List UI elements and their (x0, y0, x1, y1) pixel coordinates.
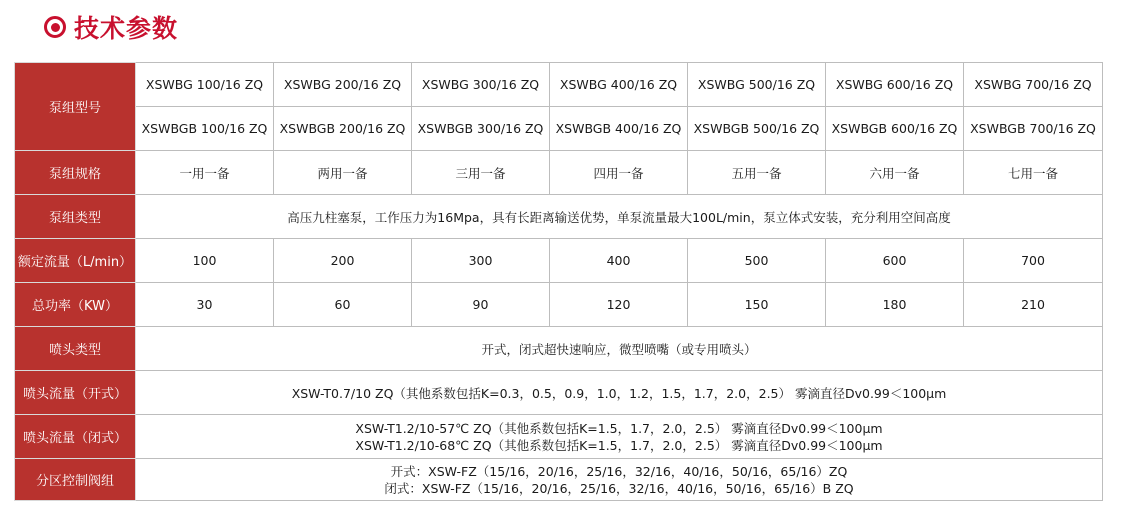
table-row-nozzle-flow-open (15, 371, 1103, 415)
target-ring-dot (51, 23, 60, 32)
model-cell: XSWBG 600/16 ZQ (826, 63, 964, 107)
page-title: 技术参数 (74, 14, 179, 43)
model-cell: XSWBGB 400/16 ZQ (550, 107, 688, 151)
table-row-rated-flow (15, 239, 1103, 283)
row-label-pump-type: 泵组类型 (15, 195, 136, 239)
model-cell: XSWBG 400/16 ZQ (550, 63, 688, 107)
nozzle-flow-open-value: XSW-T0.7/10 ZQ（其他系数包括K=0.3，0.5，0.9，1.0，1.2，1.5，1.7，2.0，2.5） 雾滴直径Dv0.99＜100μm (136, 371, 1103, 415)
total-power-cell: 90 (412, 283, 550, 327)
model-cell: XSWBGB 100/16 ZQ (136, 107, 274, 151)
spec-cell: 两用一备 (274, 151, 412, 195)
table-row-total-power (15, 283, 1103, 327)
total-power-cell: 150 (688, 283, 826, 327)
rated-flow-cell: 300 (412, 239, 550, 283)
model-cell: XSWBG 500/16 ZQ (688, 63, 826, 107)
target-ring-icon (44, 16, 66, 38)
nozzle-flow-closed-value (136, 415, 1103, 459)
table-row-pump-type (15, 195, 1103, 239)
table-row-zone-valve (15, 459, 1103, 501)
model-cell: XSWBG 700/16 ZQ (964, 63, 1103, 107)
model-cell: XSWBGB 500/16 ZQ (688, 107, 826, 151)
page-header (44, 12, 178, 42)
model-cell: XSWBGB 200/16 ZQ (274, 107, 412, 151)
spec-cell: 七用一备 (964, 151, 1103, 195)
rated-flow-cell: 700 (964, 239, 1103, 283)
model-cell: XSWBGB 300/16 ZQ (412, 107, 550, 151)
nozzle-type-value: 开式，闭式超快速响应，微型喷嘴（或专用喷头） (136, 327, 1103, 371)
nozzle-flow-closed-line-68: XSW-T1.2/10-68℃ ZQ（其他系数包括K=1.5，1.7，2.0，2.5） 雾滴直径Dv0.99＜100μm (355, 437, 883, 453)
table-row-model-xswbg (15, 63, 1103, 107)
table-row-spec (15, 151, 1103, 195)
row-label-rated-flow: 额定流量（L/min） (15, 239, 136, 283)
row-label-model: 泵组型号 (15, 63, 136, 151)
zone-valve-line-closed: 闭式：XSW-FZ（15/16，20/16，25/16，32/16，40/16，50/16，65/16）B ZQ (384, 480, 854, 496)
pump-type-value: 高压九柱塞泵，工作压力为16Mpa，具有长距离输送优势，单泵流量最大100L/min，泵立体式安装，充分利用空间高度 (136, 195, 1103, 239)
total-power-cell: 60 (274, 283, 412, 327)
total-power-cell: 30 (136, 283, 274, 327)
rated-flow-cell: 500 (688, 239, 826, 283)
rated-flow-cell: 400 (550, 239, 688, 283)
rated-flow-cell: 200 (274, 239, 412, 283)
spec-cell: 六用一备 (826, 151, 964, 195)
spec-cell: 四用一备 (550, 151, 688, 195)
total-power-cell: 180 (826, 283, 964, 327)
row-label-zone-valve: 分区控制阀组 (15, 459, 136, 501)
nozzle-flow-closed-line-57: XSW-T1.2/10-57℃ ZQ（其他系数包括K=1.5，1.7，2.0，2.5） 雾滴直径Dv0.99＜100μm (355, 420, 883, 436)
rated-flow-cell: 100 (136, 239, 274, 283)
total-power-cell: 210 (964, 283, 1103, 327)
row-label-nozzle-type: 喷头类型 (15, 327, 136, 371)
model-cell: XSWBGB 700/16 ZQ (964, 107, 1103, 151)
table-row-nozzle-type (15, 327, 1103, 371)
row-label-total-power: 总功率（KW） (15, 283, 136, 327)
zone-valve-line-open: 开式：XSW-FZ（15/16，20/16，25/16，32/16，40/16，50/16，65/16）ZQ (390, 463, 848, 479)
table-row-nozzle-flow-closed (15, 415, 1103, 459)
row-label-nozzle-flow-open: 喷头流量（开式） (15, 371, 136, 415)
spec-cell: 三用一备 (412, 151, 550, 195)
model-cell: XSWBG 200/16 ZQ (274, 63, 412, 107)
model-cell: XSWBG 300/16 ZQ (412, 63, 550, 107)
model-cell: XSWBGB 600/16 ZQ (826, 107, 964, 151)
row-label-spec: 泵组规格 (15, 151, 136, 195)
spec-cell: 一用一备 (136, 151, 274, 195)
row-label-nozzle-flow-closed: 喷头流量（闭式） (15, 415, 136, 459)
zone-valve-value (136, 459, 1103, 501)
spec-table (14, 62, 1103, 501)
total-power-cell: 120 (550, 283, 688, 327)
spec-cell: 五用一备 (688, 151, 826, 195)
model-cell: XSWBG 100/16 ZQ (136, 63, 274, 107)
rated-flow-cell: 600 (826, 239, 964, 283)
table-row-model-xswbgb (15, 107, 1103, 151)
